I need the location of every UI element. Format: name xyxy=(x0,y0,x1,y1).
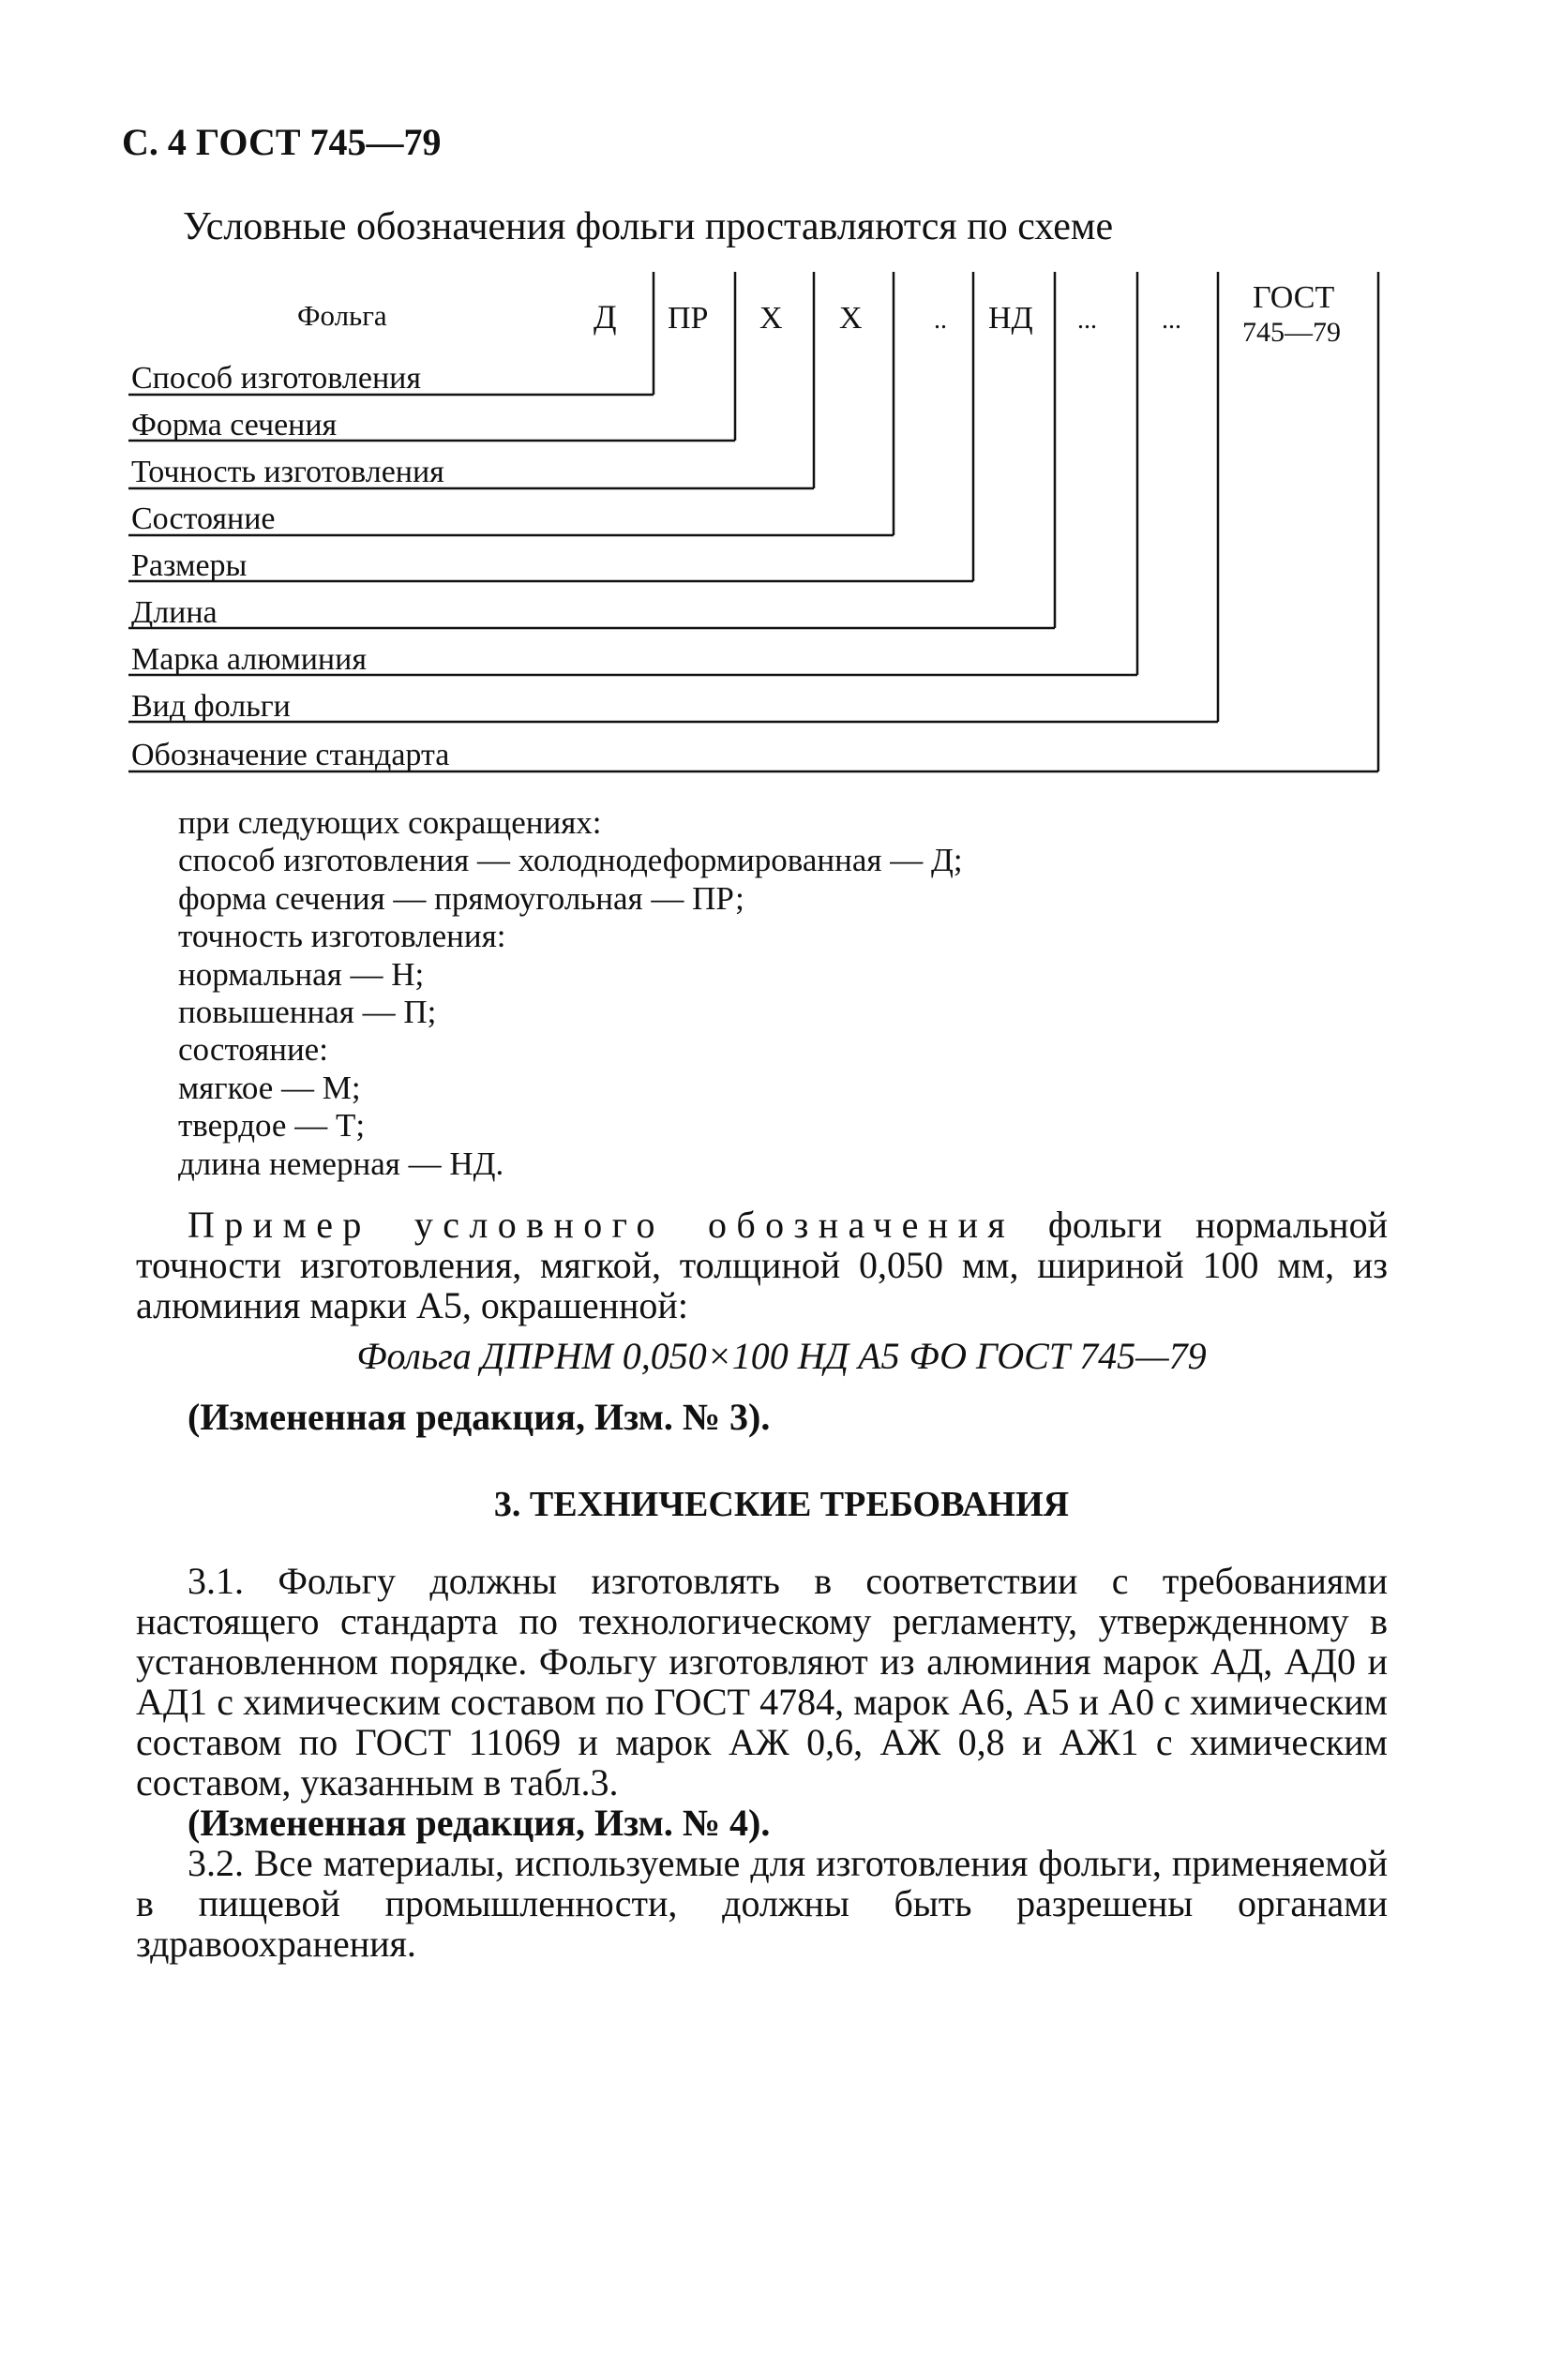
abbr-line: повышенная — П; xyxy=(178,994,437,1031)
abbr-line: форма сечения — прямоугольная — ПР; xyxy=(178,879,744,917)
scheme-label-state: Состояние xyxy=(131,501,276,536)
abbr-line: нормальная — Н; xyxy=(178,955,425,993)
scheme-cell-d: Д xyxy=(594,298,617,336)
paragraph-3-1 xyxy=(136,1561,1388,1964)
abbr-line: твердое — Т; xyxy=(178,1107,366,1145)
scheme-cell-gost: ГОСТ xyxy=(1253,280,1335,315)
section-title: 3. ТЕХНИЧЕСКИЕ ТРЕБОВАНИЯ xyxy=(493,1485,1070,1524)
scheme-cell-gost-number: 745—79 xyxy=(1242,317,1341,348)
abbreviations-list xyxy=(178,804,963,1183)
scheme-label-accuracy: Точность изготовления xyxy=(131,455,444,489)
scheme-label-type: Вид фольги xyxy=(131,689,291,724)
abbr-line: состояние: xyxy=(178,1031,328,1069)
abbr-line: при следующих сокращениях: xyxy=(178,804,602,841)
scheme-intro: Условные обозначения фольги проставляются по схеме xyxy=(183,205,1114,248)
scheme-cell-dots-2: ... xyxy=(1077,306,1097,335)
scheme-cell-dots-1: .. xyxy=(934,306,947,335)
scheme-cell-x1: Х xyxy=(759,301,783,336)
scheme-cell-dots-3: ... xyxy=(1162,306,1181,335)
example-note-block xyxy=(136,1397,1388,1437)
example-text: фольги нормальной точности изготовления, мягкой, толщиной 0,050 мм, шириной 100 мм, из алюминия марки А5, окрашенной: xyxy=(136,1204,1388,1326)
scheme-label-section: Форма сечения xyxy=(131,408,338,442)
paragraph-3-1-text: 3.1. Фольгу должны изготовлять в соответствии с требованиями настоящего стандарта по технологическому регламенту, утвержденному в установленном порядке. Фольгу изготовляют из алюминия марок АД, АД0 и АД1 с химическим составом по ГОСТ 4784, марок А6, А5 и А0 с химическим составом по ГОСТ 11069 и марок АЖ 0,6, АЖ 0,8 и АЖ1 с химическим составом, указанным в табл.3. xyxy=(136,1560,1388,1804)
abbr-line: мягкое — М; xyxy=(178,1069,361,1106)
scheme-label-standard: Обозначение стандарта xyxy=(131,738,450,772)
scheme-cell-x2: Х xyxy=(839,301,863,336)
scheme-cell-nd: НД xyxy=(988,301,1033,336)
scheme-label-length: Длина xyxy=(131,595,218,630)
scheme-cell-foil: Фольга xyxy=(297,299,387,332)
scheme-label-method: Способ изготовления xyxy=(131,361,421,396)
example-note: (Измененная редакция, Изм. № 3). xyxy=(188,1396,771,1438)
page-header: С. 4 ГОСТ 745—79 xyxy=(122,121,442,163)
scheme-label-sizes: Размеры xyxy=(131,548,248,583)
example-lead: Пример условного обозначения xyxy=(188,1204,1015,1246)
abbr-line: длина немерная — НД. xyxy=(178,1145,504,1182)
example-paragraph xyxy=(136,1205,1388,1325)
paragraph-3-2-text: 3.2. Все материалы, используемые для изготовления фольги, применяемой в пищевой промышленности, должны быть разрешены органами здравоохранения. xyxy=(136,1842,1388,1965)
scheme-label-grade: Марка алюминия xyxy=(131,642,367,677)
example-designation: Фольга ДПРНМ 0,050×100 НД А5 ФО ГОСТ 745—79 xyxy=(356,1335,1207,1377)
abbr-line: точность изготовления: xyxy=(178,918,506,955)
paragraph-3-1-note: (Измененная редакция, Изм. № 4). xyxy=(188,1802,771,1844)
scheme-cell-pr: ПР xyxy=(668,301,709,336)
abbr-line: способ изготовления — холоднодеформированная — Д; xyxy=(178,842,963,879)
